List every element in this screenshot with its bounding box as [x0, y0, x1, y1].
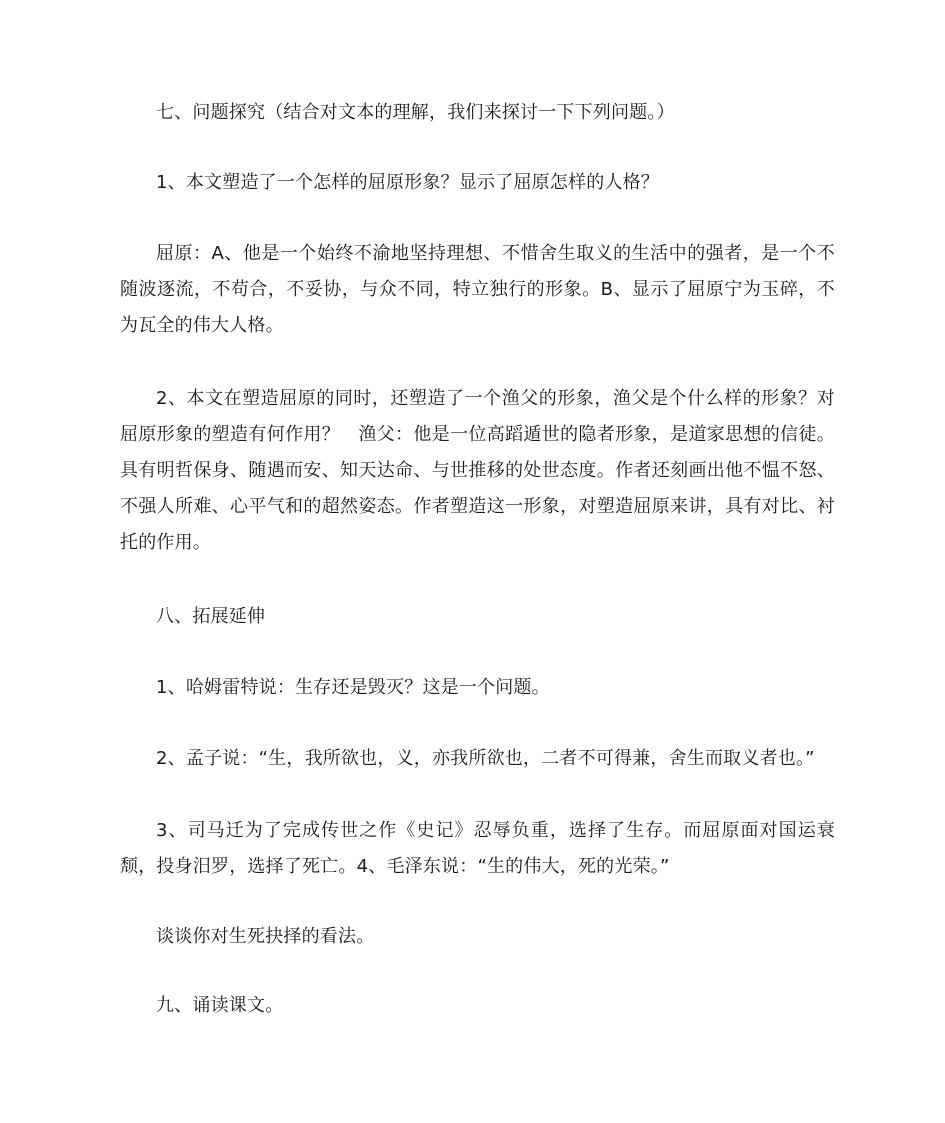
- extension-item-2: 2、孟子说：“生，我所欲也，义，亦我所欲也，二者不可得兼，舍生而取义者也。”: [156, 748, 815, 769]
- extension-item-1: 1、哈姆雷特说：生存还是毁灭？这是一个问题。: [156, 677, 550, 698]
- section-heading-inquiry: 七、问题探究（结合对文本的理解，我们来探讨一下下列问题。）: [156, 102, 675, 123]
- question-2-with-answer: 2、本文在塑造屈原的同时，还塑造了一个渔父的形象，渔父是个什么样的形象？对屈原形象的塑造有何作用？ 渔父：他是一位高蹈遁世的隐者形象，是道家思想的信徒。具有明哲保身、随遇而安、知天达命、与世推移的处世态度。作者还刻画出他不愠不怒、不强人所难、心平气和的超然姿态。作者塑造这一形象，对塑造屈原来讲，具有对比、衬托的作用。: [120, 388, 835, 553]
- section-heading-extension: 八、拓展延伸: [156, 606, 266, 627]
- section-heading-recitation: 九、诵读课文。: [156, 995, 284, 1016]
- extension-item-3-4: 3、司马迁为了完成传世之作《史记》忍辱负重，选择了生存。而屈原面对国运衰颓，投身汨罗，选择了死亡。4、毛泽东说：“生的伟大，死的光荣。”: [120, 820, 835, 877]
- answer-1: 屈原：A、他是一个始终不渝地坚持理想、不惜舍生取义的生活中的强者，是一个不随波逐流，不苟合，不妥协，与众不同，特立独行的形象。B、显示了屈原宁为玉碎，不为瓦全的伟大人格。: [120, 243, 835, 336]
- question-1: 1、本文塑造了一个怎样的屈原形象？显示了屈原怎样的人格？: [156, 172, 660, 193]
- discussion-prompt: 谈谈你对生死抉择的看法。: [156, 926, 375, 947]
